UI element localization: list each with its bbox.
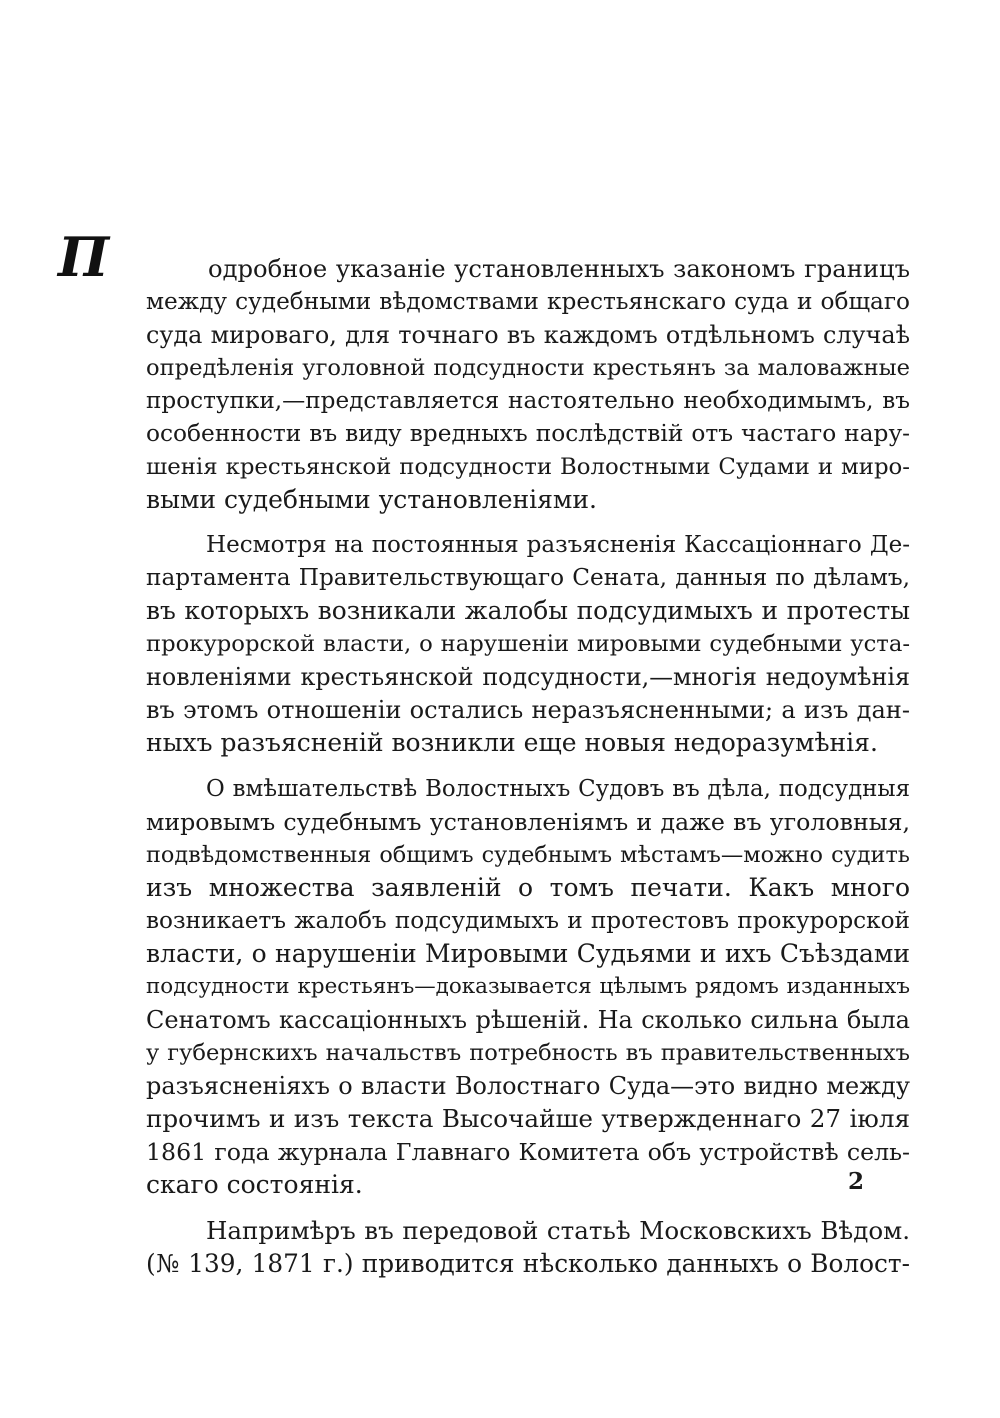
- text-line: суда мироваго, для точнаго въ каждомъ отдѣльномъ случаѣ: [146, 321, 910, 349]
- text-line: (№ 139, 1871 г.) приводится нѣсколько данныхъ о Волост-: [146, 1249, 910, 1278]
- text-line: партамента Правительствующаго Сената, данныя по дѣламъ,: [146, 564, 910, 591]
- text-line: подвѣдомственныя общимъ судебнымъ мѣстамъ—можно судить: [146, 842, 910, 868]
- text-line: въ этомъ отношеніи остались неразъясненными; а изъ дан-: [146, 696, 910, 724]
- text-line: изъ множества заявленій о томъ печати. Какъ много: [146, 873, 910, 902]
- text-line: проступки,—представляется настоятельно необходимымъ, въ: [146, 388, 910, 414]
- text-line: Несмотря на постоянныя разъясненія Кассаціоннаго Де-: [206, 532, 910, 558]
- text-line: возникаетъ жалобъ подсудимыхъ и протестовъ прокурорской: [146, 907, 910, 934]
- text-line: одробное указаніе установленныхъ закономъ границъ: [208, 255, 910, 283]
- text-line: прочимъ и изъ текста Высочайше утвержденнаго 27 іюля: [146, 1104, 910, 1133]
- text-line: новленіями крестьянской подсудности,—многія недоумѣнія: [146, 663, 910, 691]
- text-line: шенія крестьянской подсудности Волостными Судами и миро-: [146, 454, 910, 480]
- text-line: подсудности крестьянъ—доказывается цѣлымъ рядомъ изданныхъ: [146, 974, 910, 999]
- text-line: у губернскихъ начальствъ потребность въ правительственныхъ: [146, 1040, 910, 1066]
- text-line: Сенатомъ кассаціонныхъ рѣшеній. На сколько сильна была: [146, 1006, 910, 1034]
- text-line: разъясненіяхъ о власти Волостнаго Суда—это видно между: [146, 1072, 910, 1100]
- text-line: власти, о нарушеніи Мировыми Судьями и ихъ Съѣздами: [146, 939, 910, 968]
- text-line: опредѣленія уголовной подсудности крестьянъ за маловажные: [146, 355, 910, 381]
- text-line: выми судебными установленіями.: [146, 485, 597, 514]
- text-line: въ которыхъ возникали жалобы подсудимыхъ и протесты: [146, 596, 910, 625]
- text-line: 1861 года журнала Главнаго Комитета объ устройствѣ сель-: [146, 1138, 910, 1166]
- text-line: О вмѣшательствѣ Волостныхъ Судовъ въ дѣла, подсудныя: [206, 776, 910, 802]
- text-line: Напримѣръ въ передовой статьѣ Московскихъ Вѣдом.: [206, 1216, 910, 1245]
- drop-initial-letter: П: [58, 225, 110, 289]
- text-line: между судебными вѣдомствами крестьянскаго суда и общаго: [146, 288, 910, 315]
- page-number: 2: [848, 1168, 865, 1195]
- text-line: прокурорской власти, о нарушеніи мировыми судебными уста-: [146, 631, 910, 657]
- text-line: скаго состоянія.: [146, 1170, 363, 1199]
- text-line: ныхъ разъясненій возникли еще новыя недоразумѣнія.: [146, 728, 878, 757]
- text-line: мировымъ судебнымъ установленіямъ и даже въ уголовныя,: [146, 808, 910, 836]
- text-line: особенности въ виду вредныхъ послѣдствій отъ частаго нару-: [146, 420, 910, 447]
